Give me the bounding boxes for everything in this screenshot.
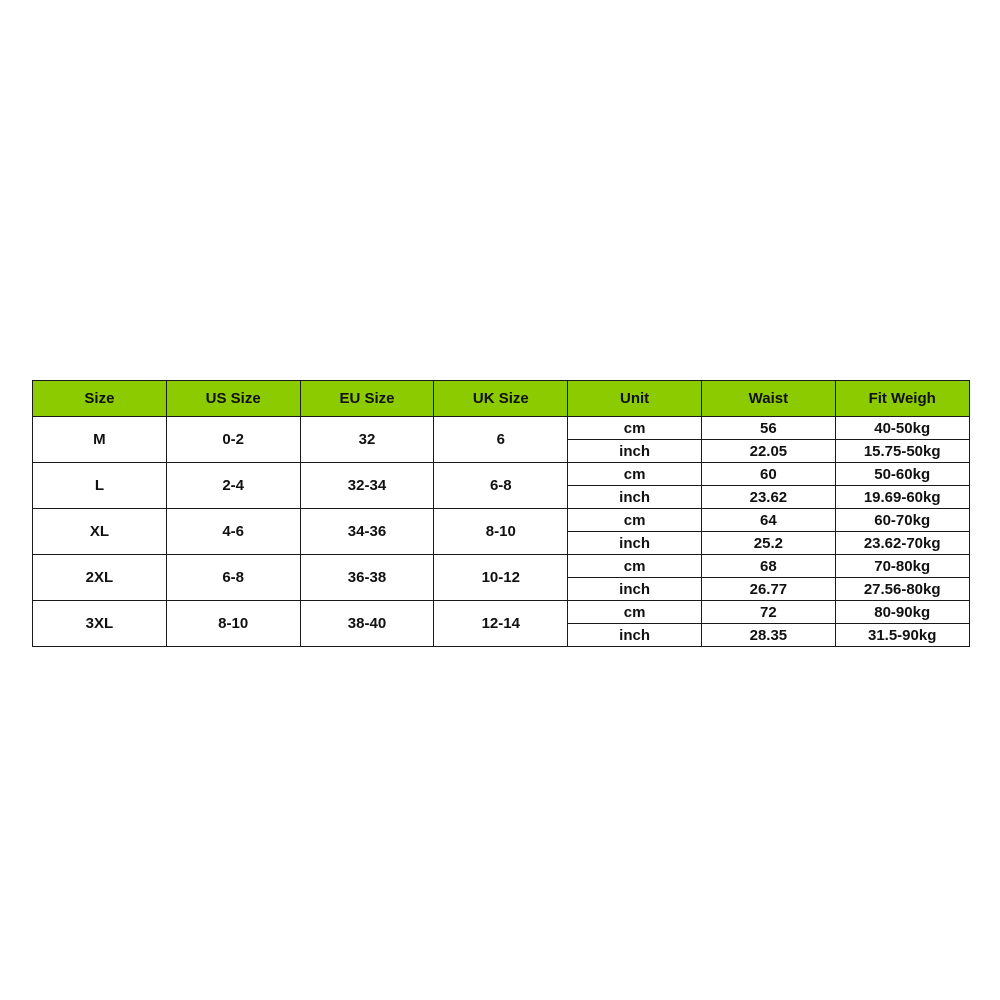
unit-cell: cm [568, 555, 702, 578]
eu-size-cell: 34-36 [300, 509, 434, 555]
us-size-cell: 6-8 [166, 555, 300, 601]
waist-cell: 28.35 [701, 624, 835, 647]
table-row [33, 509, 970, 532]
uk-size-cell: 6 [434, 417, 568, 463]
us-size-cell: 8-10 [166, 601, 300, 647]
waist-cell: 72 [701, 601, 835, 624]
waist-cell: 68 [701, 555, 835, 578]
waist-cell: 60 [701, 463, 835, 486]
waist-cell: 64 [701, 509, 835, 532]
size-cell: 2XL [33, 555, 167, 601]
waist-cell: 23.62 [701, 486, 835, 509]
waist-cell: 26.77 [701, 578, 835, 601]
size-cell: 3XL [33, 601, 167, 647]
unit-cell: cm [568, 463, 702, 486]
us-size-cell: 2-4 [166, 463, 300, 509]
size-cell: M [33, 417, 167, 463]
uk-size-cell: 6-8 [434, 463, 568, 509]
unit-cell: inch [568, 486, 702, 509]
table-row [33, 417, 970, 440]
table-header-row [33, 381, 970, 417]
weight-cell: 27.56-80kg [835, 578, 969, 601]
unit-cell: cm [568, 417, 702, 440]
waist-cell: 56 [701, 417, 835, 440]
unit-cell: inch [568, 440, 702, 463]
size-chart-table [32, 380, 970, 647]
table-row [33, 555, 970, 578]
weight-cell: 80-90kg [835, 601, 969, 624]
waist-cell: 22.05 [701, 440, 835, 463]
header-unit: Unit [568, 381, 702, 417]
header-eu-size: EU Size [300, 381, 434, 417]
weight-cell: 15.75-50kg [835, 440, 969, 463]
us-size-cell: 4-6 [166, 509, 300, 555]
weight-cell: 19.69-60kg [835, 486, 969, 509]
weight-cell: 31.5-90kg [835, 624, 969, 647]
header-waist: Waist [701, 381, 835, 417]
weight-cell: 23.62-70kg [835, 532, 969, 555]
us-size-cell: 0-2 [166, 417, 300, 463]
weight-cell: 40-50kg [835, 417, 969, 440]
uk-size-cell: 8-10 [434, 509, 568, 555]
eu-size-cell: 32 [300, 417, 434, 463]
header-uk-size: UK Size [434, 381, 568, 417]
unit-cell: inch [568, 624, 702, 647]
table-row [33, 463, 970, 486]
unit-cell: cm [568, 509, 702, 532]
uk-size-cell: 12-14 [434, 601, 568, 647]
eu-size-cell: 36-38 [300, 555, 434, 601]
unit-cell: inch [568, 532, 702, 555]
weight-cell: 70-80kg [835, 555, 969, 578]
weight-cell: 50-60kg [835, 463, 969, 486]
unit-cell: inch [568, 578, 702, 601]
weight-cell: 60-70kg [835, 509, 969, 532]
size-cell: XL [33, 509, 167, 555]
header-fit-weight: Fit Weigh [835, 381, 969, 417]
eu-size-cell: 32-34 [300, 463, 434, 509]
table-row [33, 601, 970, 624]
eu-size-cell: 38-40 [300, 601, 434, 647]
header-us-size: US Size [166, 381, 300, 417]
header-size: Size [33, 381, 167, 417]
unit-cell: cm [568, 601, 702, 624]
uk-size-cell: 10-12 [434, 555, 568, 601]
size-cell: L [33, 463, 167, 509]
waist-cell: 25.2 [701, 532, 835, 555]
